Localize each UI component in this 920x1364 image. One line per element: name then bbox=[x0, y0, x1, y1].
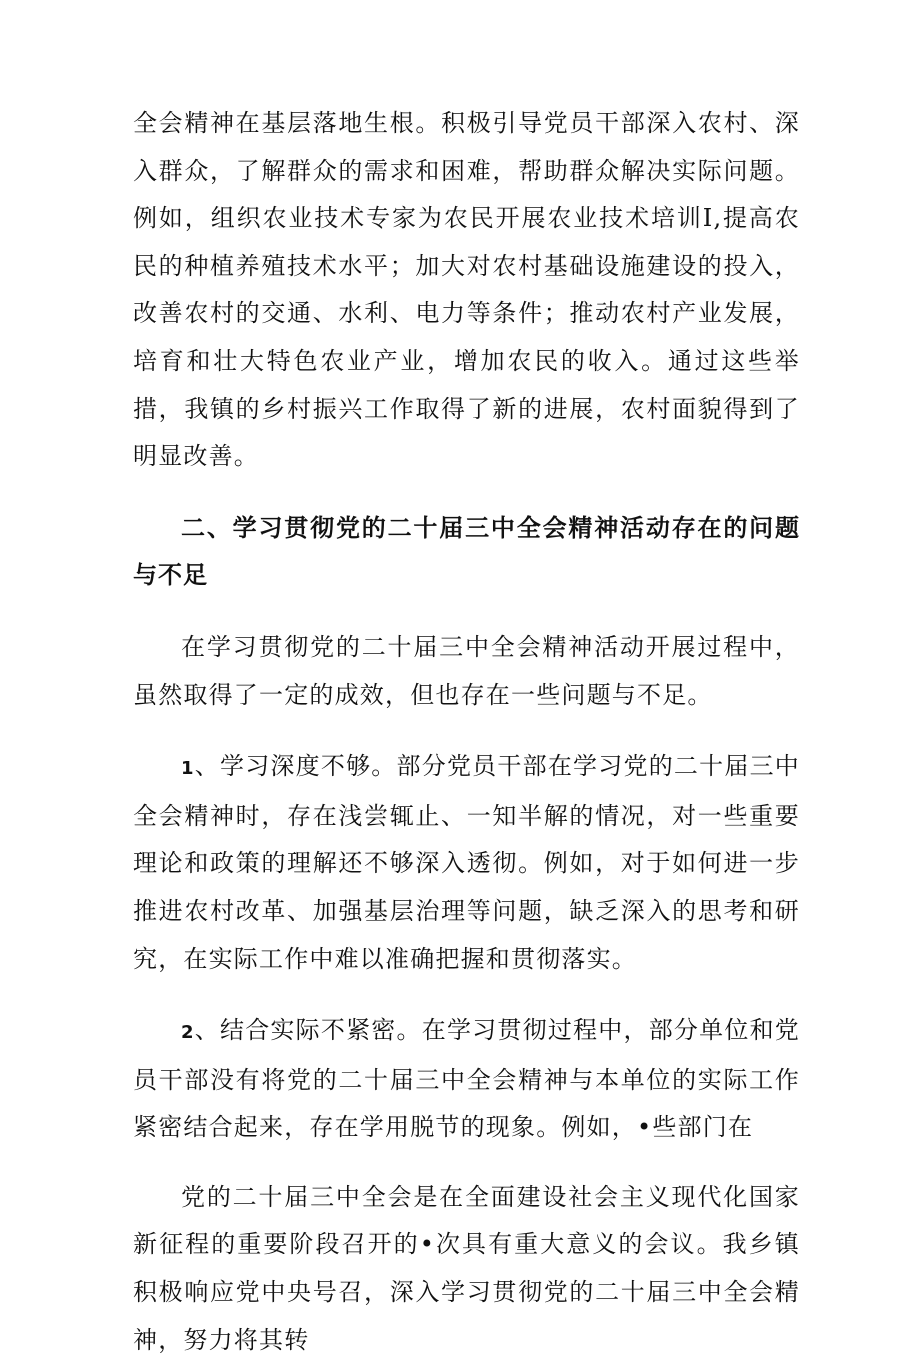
paragraph-rural-revitalization: 全会精神在基层落地生根。积极引导党员干部深入农村、深入群众，了解群众的需求和困难，帮助群众解决实际问题。例如，组织农业技术专家为农民开展农业技术培训I,提高农民的种植养殖技术水平；加大对农村基础设施建设的投入，改善农村的交通、水利、电力等条件；推动农村产业发展，培育和壮大特色农业产业，增加农民的收入。通过这些举措，我镇的乡村振兴工作取得了新的进展，农村面貌得到了明显改善。 bbox=[133, 109, 800, 471]
paragraph-intro-problems: 在学习贯彻党的二十届三中全会精神活动开展过程中，虽然取得了一定的成效，但也存在一些问题与不足。 bbox=[133, 632, 800, 709]
list-item-practice-integration bbox=[133, 1007, 800, 1152]
section-heading-problems: 二、学习贯彻党的二十届三中全会精神活动存在的问题与不足 bbox=[133, 513, 800, 590]
list-item-number: 1 bbox=[181, 758, 195, 780]
list-item-text: 、学习深度不够。部分党员干部在学习党的二十届三中全会精神时，存在浅尝辄止、一知半解的情况，对一些重要理论和政策的理解还不够深入透彻。例如，对于如何进一步推进农村改革、加强基层治理等问题，缺乏深入的思考和研究，在实际工作中难以准确把握和贯彻落实。 bbox=[133, 752, 800, 973]
list-item-text: 、结合实际不紧密。在学习贯彻过程中，部分单位和党员干部没有将党的二十届三中全会精神与本单位的实际工作紧密结合起来，存在学用脱节的现象。例如，•些部门在 bbox=[133, 1016, 800, 1142]
list-item-study-depth bbox=[133, 743, 800, 983]
paragraph-plenum-background: 党的二十届三中全会是在全面建设社会主义现代化国家新征程的重要阶段召开的•次具有重大意义的会议。我乡镇积极响应党中央号召，深入学习贯彻党的二十届三中全会精神，努力将其转 bbox=[133, 1182, 800, 1354]
list-item-number: 2 bbox=[181, 1022, 195, 1044]
